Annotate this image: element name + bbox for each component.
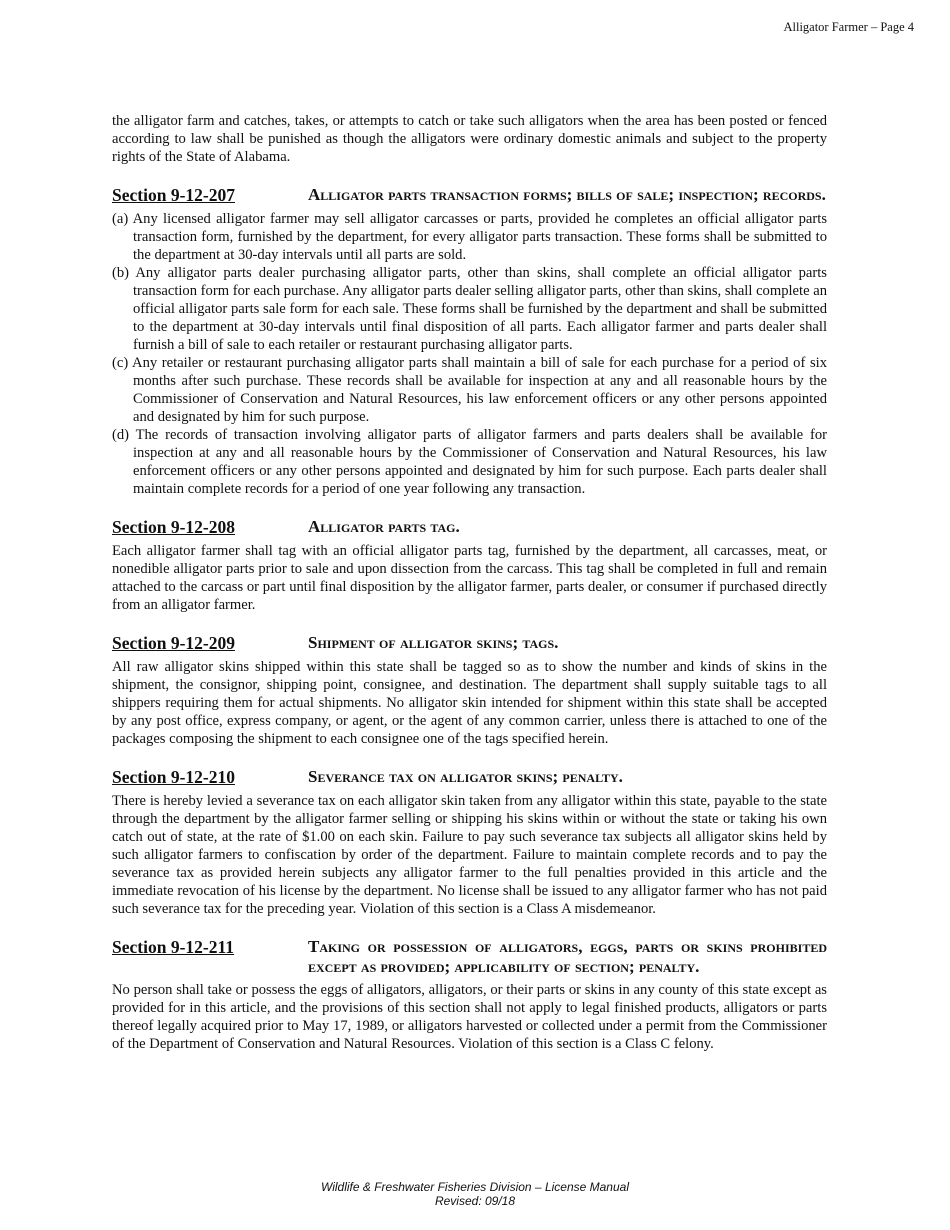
section-title: Severance tax on alligator skins; penalty.	[308, 767, 623, 786]
page-header: Alligator Farmer – Page 4	[783, 20, 914, 34]
section-title: Alligator parts transaction forms; bills of sale; inspection; records.	[308, 185, 826, 204]
section-heading	[112, 633, 827, 654]
list-item: (a) Any licensed alligator farmer may sell alligator carcasses or parts, provided he completes an official alligator parts transaction form, furnished by the department, for every alligator parts transaction. These forms shall be submitted to the department at 30-day intervals until all parts are sold.	[112, 211, 827, 263]
section-body: No person shall take or possess the eggs of alligators, alligators, or their parts or skins in any county of this state except as provided for in this article, and the provisions of this section shall not apply to legal finished products, alligators or parts thereof legally acquired prior to May 17, 1989, or alligators harvested or collected under a permit from the Commissioner of the Department of Conservation and Natural Resources. Violation of this section is a Class C felony.	[112, 982, 827, 1052]
list-item: (d) The records of transaction involving alligator parts of alligator farmers and parts dealers shall be available for inspection at any and all reasonable hours by the Commissioner of Conservation and Natural Resources, his law enforcement officers or any other persons appointed and designated by him for such purpose. Each parts dealer shall maintain complete records for a period of one year following any transaction.	[112, 427, 827, 497]
section-title: Taking or possession of alligators, eggs, parts or skins prohibited except as provided; applicability of section; penalty.	[308, 937, 827, 976]
section-body: All raw alligator skins shipped within this state shall be tagged so as to show the number and kinds of skins in the shipment, the consignor, shipping point, consignee, and destination. The department shall supply suitable tags to all shippers requiring them for actual shipments. No alligator skin intended for shipment within this state shall be accepted by any post office, express company, or agent, or the agent of any common carrier, unless there is attached to one of the packages composing the shipment to each consignee one of the tags specified herein.	[112, 659, 827, 747]
subsection-list	[112, 210, 827, 498]
section-title: Alligator parts tag.	[308, 517, 460, 536]
section-number: Section 9-12-211	[112, 937, 235, 957]
list-item: (b) Any alligator parts dealer purchasing alligator parts, other than skins, shall complete an official alligator parts transaction form for each purchase. Any alligator parts dealer selling alligator parts, other than skins, shall complete an official alligator parts sale form for each sale. These forms shall be furnished by the department and shall be submitted to the department at 30-day intervals until final disposition of all parts. Each alligator farmer and parts dealer shall furnish a bill of sale to each retailer or restaurant purchasing alligator parts.	[112, 265, 827, 353]
section-heading	[112, 185, 827, 206]
section-heading	[112, 767, 827, 788]
footer-title: Wildlife & Freshwater Fisheries Division – License Manual	[320, 1180, 629, 1194]
list-item: (c) Any retailer or restaurant purchasing alligator parts shall maintain a bill of sale for each purchase for a period of six months after such purchase. These records shall be available for inspection at any and all reasonable hours by the Commissioner of Conservation and Natural Resources, his law enforcement officers or any other persons appointed and designated by him for such purpose.	[112, 355, 827, 425]
section-number: Section 9-12-209	[112, 633, 235, 653]
document-body	[112, 112, 827, 1053]
section-number: Section 9-12-207	[112, 185, 235, 205]
section-number: Section 9-12-208	[112, 517, 235, 537]
section-body: There is hereby levied a severance tax on each alligator skin taken from any alligator within this state, payable to the state through the department by the alligator farmer selling or shipping his skins within or without the state or taking his own catch out of state, at the rate of $1.00 on each skin. Failure to pay such severance tax subjects all alligator skins held by such alligator farmers to confiscation by order of the department. Failure to maintain complete records and to pay the severance tax as provided herein subjects any alligator farmer to the full penalties provided in this article and the immediate revocation of his license by the department. No license shall be issued to any alligator farmer who has not paid such severance tax for the preceding year. Violation of this section is a Class A misdemeanor.	[112, 793, 827, 917]
footer-revision: Revised: 09/18	[434, 1194, 516, 1208]
section-title: Shipment of alligator skins; tags.	[308, 633, 559, 652]
section-heading	[112, 517, 827, 538]
section-heading	[112, 937, 827, 977]
section-number: Section 9-12-210	[112, 767, 235, 787]
intro-paragraph: the alligator farm and catches, takes, or attempts to catch or take such alligators when the area has been posted or fenced according to law shall be punished as though the alligators were ordinary domestic animals and subject to the property rights of the State of Alabama.	[112, 113, 827, 165]
section-body: Each alligator farmer shall tag with an official alligator parts tag, furnished by the department, all carcasses, meat, or nonedible alligator parts prior to sale and upon dissection from the carcass. This tag shall be completed in full and remain attached to the carcass or part until final disposition by the alligator farmer, parts dealer, or consumer if purchased directly from an alligator farmer.	[112, 543, 827, 613]
page-footer	[0, 1180, 950, 1208]
